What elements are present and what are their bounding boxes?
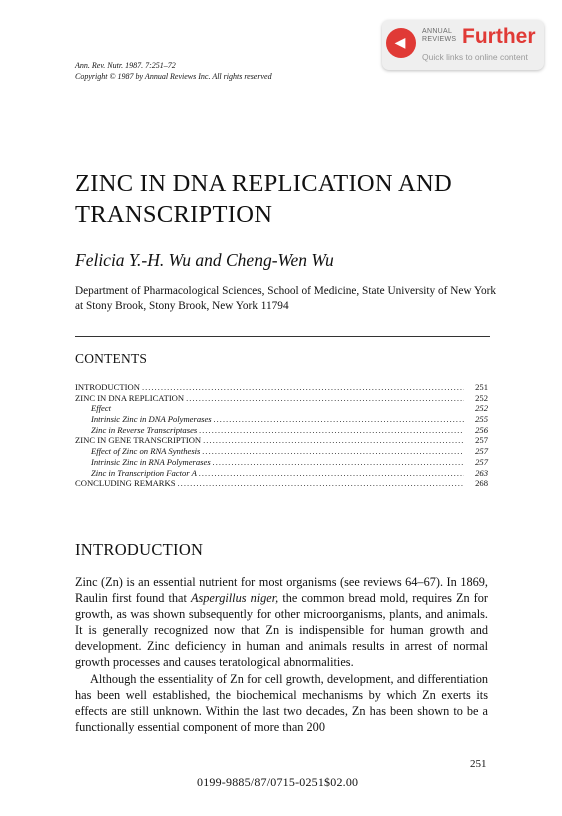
article-code: 0199-9885/87/0715-0251$02.00 [197,775,359,789]
toc-item-page: 252 [475,392,488,403]
toc-item-label: Intrinsic Zinc in RNA Polymerases [91,456,211,467]
badge-reviews-text: REVIEWS [422,36,457,43]
article-title [75,168,452,230]
toc-leader [213,457,464,468]
toc-leader [214,414,464,425]
species-name: Aspergillus niger, [190,591,279,606]
introduction-heading: INTRODUCTION [75,540,204,559]
toc-subitem[interactable] [75,414,488,425]
toc-item-label: Intrinsic Zinc in DNA Polymerases [91,414,212,425]
badge-annual-text: ANNUAL [422,28,453,35]
introduction-body [75,574,488,735]
toc-item-label: Effect of Zinc on RNA Synthesis [91,446,201,457]
toc-item-page: 257 [475,446,488,457]
toc-leader [199,468,464,479]
toc-item-page: 268 [475,478,488,489]
page-number: 251 [470,758,487,770]
paragraph-text: Zinc (Zn) is an essential nutrient for most organisms (see reviews 64–67). In 1869, Raulin first found that [75,575,488,606]
toc-item-page: 256 [475,424,488,435]
toc-item-label: Effect [91,403,112,414]
affiliation: Department of Pharmacological Sciences, School of Medicine, State University of New York at Stony Brook, Stony Brook, New York 11794 [75,285,497,312]
toc-item[interactable] [75,435,488,446]
toc-leader [186,393,464,404]
copyright-line: Copyright © 1987 by Annual Reviews Inc. All rights reserved [75,72,272,81]
toc-item-label: CONCLUDING REMARKS [75,478,176,489]
badge-subtitle: Quick links to online content [422,52,528,62]
contents-heading: CONTENTS [75,351,148,366]
toc-item-label: ZINC IN DNA REPLICATION [75,392,185,403]
authors: Felicia Y.-H. Wu and Cheng-Wen Wu [75,250,334,270]
toc-subitem[interactable] [75,468,488,479]
toc-subitem[interactable] [75,446,488,457]
toc-item[interactable] [75,382,488,393]
journal-citation [75,60,272,82]
toc-subitem[interactable] [75,425,488,436]
title-line-1: ZINC IN DNA REPLICATION AND [75,170,452,197]
toc-item[interactable] [75,393,488,404]
toc-leader [203,435,464,446]
play-arrow-icon: ◀ [386,28,416,58]
toc-leader [199,425,464,436]
title-line-2: TRANSCRIPTION [75,201,273,228]
toc-leader [178,478,464,489]
toc-item[interactable] [75,478,488,489]
journal-citation-line: Ann. Rev. Nutr. 1987. 7:251–72 [75,61,176,70]
badge-publisher-label [422,28,456,44]
toc-item-label: Zinc in Reverse Transcriptases [91,424,198,435]
divider [75,336,490,337]
toc-subitem[interactable] [75,403,488,414]
toc-leader [142,382,464,393]
toc-item-page: 251 [475,382,488,392]
paragraph-text: the common bread mold, requires Zn for growth, as was shown subsequently for other microorganisms, plants, and animals. It is generally recognized now that Zn is indispensible for human growth and development. Zinc deficiency in human and animals results in arrest of normal growth processes and causes teratological abnormalities. [75,591,488,670]
paragraph [75,574,488,671]
toc-leader [202,446,464,457]
badge-further-text: Further [462,25,536,48]
toc-item-page: 257 [475,435,488,446]
further-badge[interactable] [382,20,544,70]
toc-item-label: Zinc in Transcription Factor A [91,467,197,478]
toc-item-label: INTRODUCTION [75,382,140,392]
toc-item-page: 263 [475,467,488,478]
toc-item-page: 252 [475,403,488,414]
table-of-contents [75,382,488,489]
toc-item-label: ZINC IN GENE TRANSCRIPTION [75,435,202,446]
toc-item-page: 255 [475,414,488,425]
toc-subitem[interactable] [75,457,488,468]
toc-item-page: 257 [475,456,488,467]
paragraph: Although the essentiality of Zn for cell growth, development, and differentiation has been well established, the biochemical mechanisms by which Zn exerts its effects are still unknown. Within the last two decades, Zn has been shown to be a functionally essential component of more than 200 [75,671,488,734]
